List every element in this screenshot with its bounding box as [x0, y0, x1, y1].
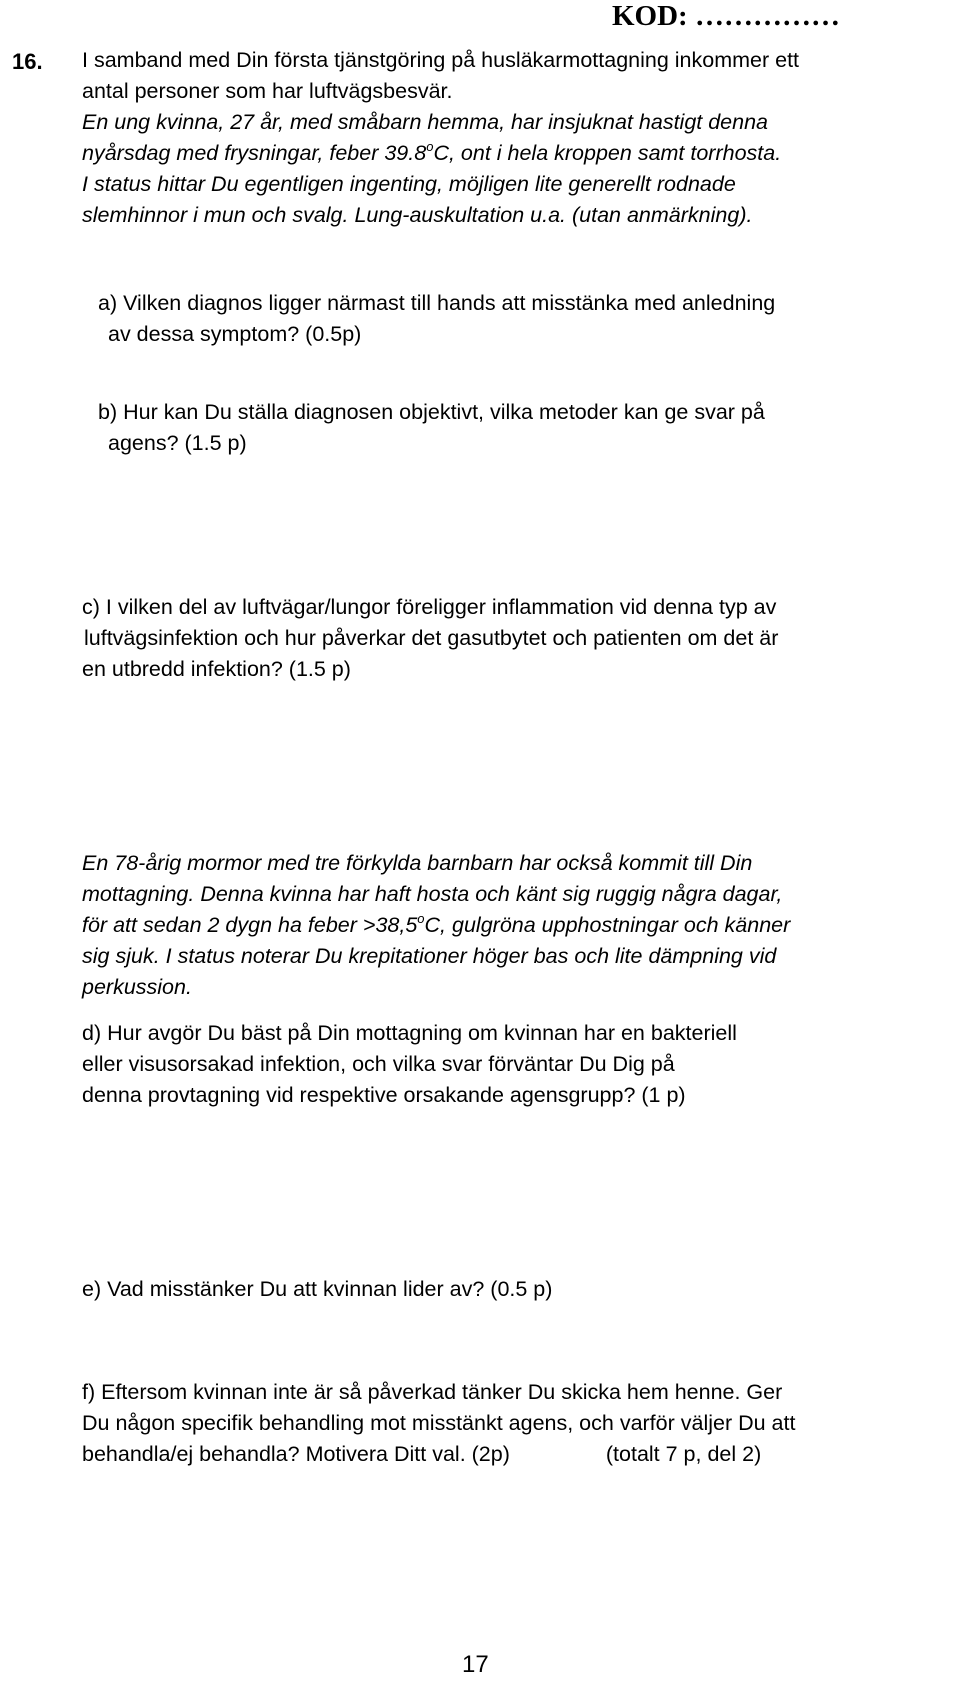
question-d-line-1: d) Hur avgör Du bäst på Din mottagning om kvinnan har en bakteriell: [82, 1021, 737, 1045]
question-c-line-1: c) I vilken del av luftvägar/lungor föreligger inflammation vid denna typ av: [82, 595, 777, 619]
case2-line-4: sig sjuk. I status noterar Du krepitationer höger bas och lite dämpning vid: [82, 944, 777, 968]
question-e-line-1: e) Vad misstänker Du att kvinnan lider av? (0.5 p): [82, 1277, 553, 1301]
intro-line-3: En ung kvinna, 27 år, med småbarn hemma, har insjuknat hastigt denna: [82, 110, 769, 134]
question-f-line-1: f) Eftersom kvinnan inte är så påverkad tänker Du skicka hem henne. Ger: [82, 1380, 783, 1404]
intro-line-2: antal personer som har luftvägsbesvär.: [82, 79, 453, 103]
case2-line-5: perkussion.: [82, 975, 192, 999]
intro-line-4: [82, 138, 952, 169]
question-d: [82, 1018, 952, 1111]
question-b-line-2: agens? (1.5 p): [108, 431, 247, 455]
intro-line-6: slemhinnor i mun och svalg. Lung-auskultation u.a. (utan anmärkning).: [82, 203, 753, 227]
question-number: 16.: [12, 49, 43, 74]
question-a: [98, 288, 948, 350]
intro-line-4-post: C, ont i hela kroppen samt torrhosta.: [433, 141, 782, 165]
case2-line-3: [82, 910, 960, 941]
degree-symbol: o: [426, 139, 434, 154]
question-e: [82, 1274, 952, 1305]
intro-line-4-pre: nyårsdag med frysningar, feber 39.8: [82, 141, 427, 165]
question-f-line-3-text: behandla/ej behandla? Motivera Ditt val. (2p): [82, 1442, 510, 1466]
question-f-line-3: [82, 1439, 952, 1470]
intro-line-1: I samband med Din första tjänstgöring på husläkarmottagning inkommer ett: [82, 48, 800, 72]
case2-line-2: mottagning. Denna kvinna har haft hosta och känt sig ruggig några dagar,: [82, 882, 783, 906]
kod-field: KOD: ……………: [612, 0, 840, 32]
question-a-line-2: av dessa symptom? (0.5p): [108, 322, 362, 346]
question-a-line-1: a) Vilken diagnos ligger närmast till hands att misstänka med anledning: [98, 291, 776, 315]
total-points: (totalt 7 p, del 2): [605, 1442, 762, 1466]
question-b: [98, 397, 948, 459]
question-d-line-2: eller visusorsakad infektion, och vilka svar förväntar Du Dig på: [82, 1052, 675, 1076]
case2-line-1: En 78-årig mormor med tre förkylda barnbarn har också kommit till Din: [82, 851, 753, 875]
question-c-line-2: luftvägsinfektion och hur påverkar det gasutbytet och patienten om det är: [84, 626, 779, 650]
question-f-line-2: Du någon specifik behandling mot misstänkt agens, och varför väljer Du att: [82, 1411, 796, 1435]
question-b-line-1: b) Hur kan Du ställa diagnosen objektivt, vilka metoder kan ge svar på: [98, 400, 765, 424]
case-description-2: [82, 848, 960, 1003]
intro-line-5: I status hittar Du egentligen ingenting, möjligen lite generellt rodnade: [82, 172, 736, 196]
question-d-line-3: denna provtagning vid respektive orsakande agensgrupp? (1 p): [82, 1083, 686, 1107]
case2-line-3-post: C, gulgröna upphostningar och känner: [424, 913, 791, 937]
case-description-1: [82, 45, 952, 231]
question-c: [82, 592, 952, 685]
question-f: [82, 1377, 952, 1470]
degree-symbol-2: o: [417, 911, 425, 926]
page-number: 17: [462, 1651, 489, 1678]
case2-line-3-pre: för att sedan 2 dygn ha feber >38,5: [82, 913, 418, 937]
question-c-line-3: en utbredd infektion? (1.5 p): [82, 657, 351, 681]
